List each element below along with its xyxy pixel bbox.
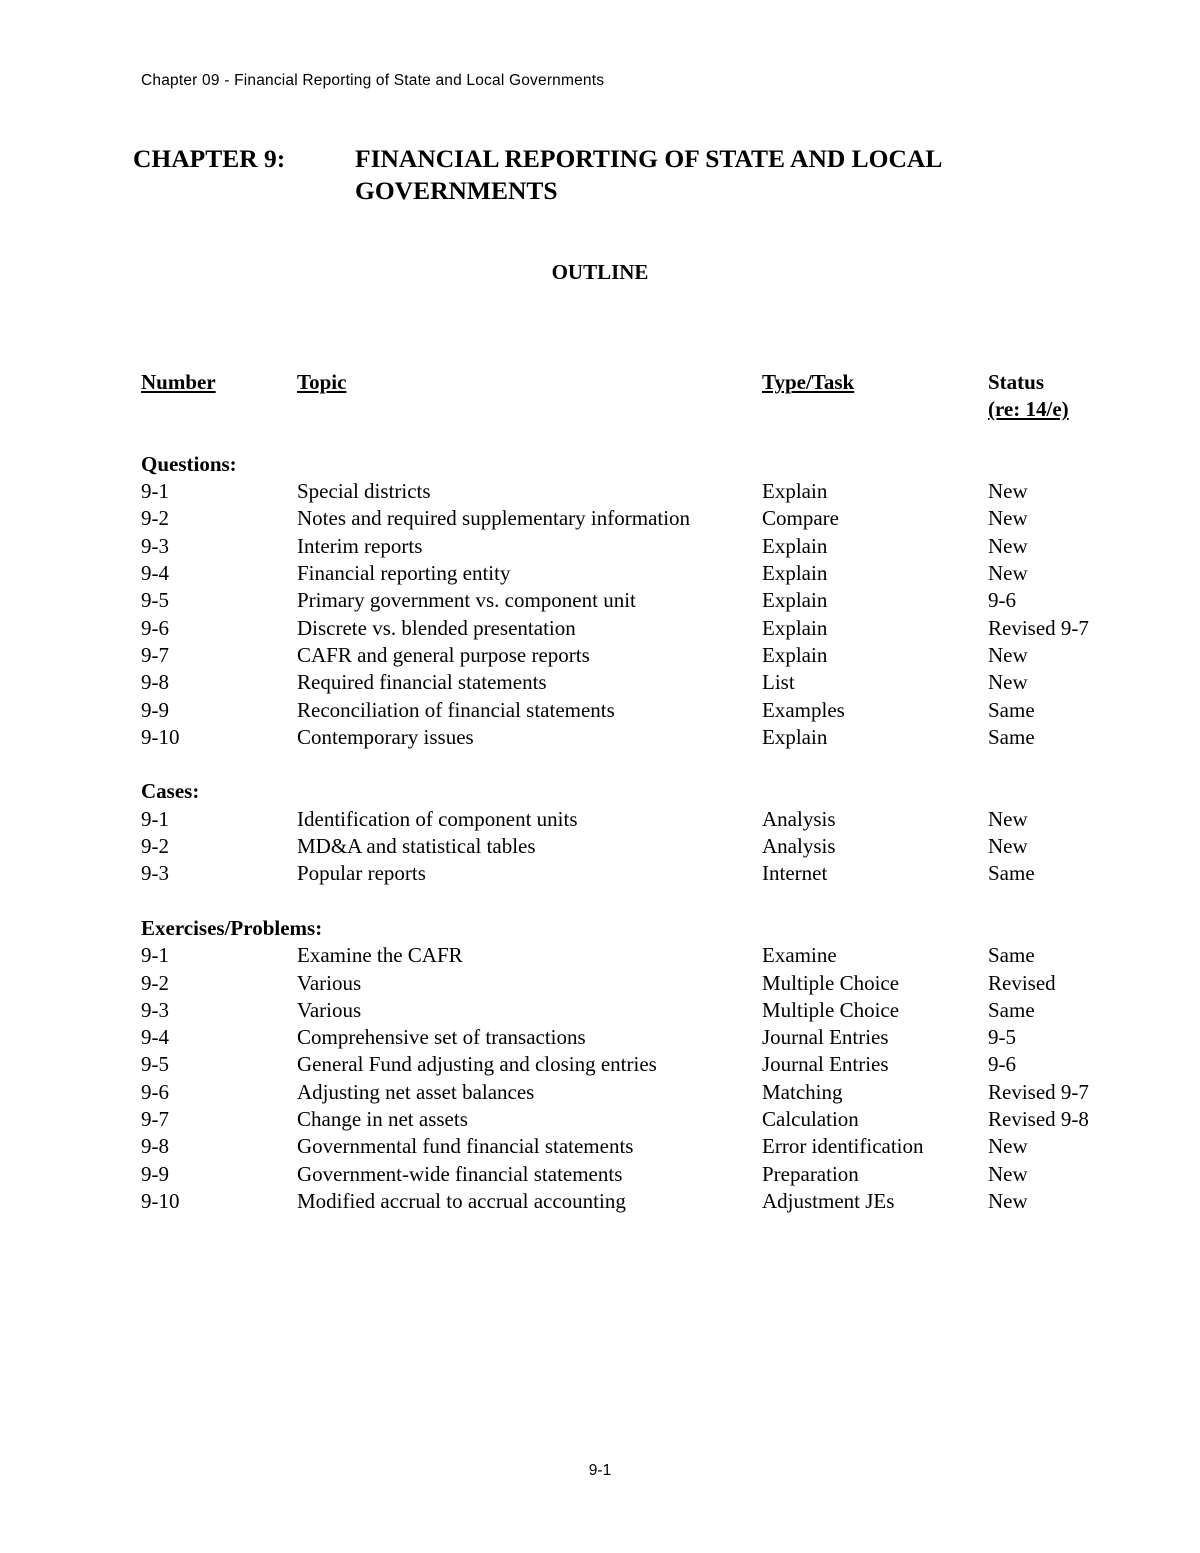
item-number: 9-4 [141, 561, 169, 586]
column-header-number: Number [141, 370, 216, 394]
item-status: Same [988, 724, 1035, 749]
section-title-questions: Questions: [141, 451, 237, 476]
item-status: New [988, 1134, 1028, 1159]
item-topic: Discrete vs. blended presentation [297, 615, 576, 640]
outline-table [141, 369, 1141, 1215]
item-type-task: Multiple Choice [762, 970, 900, 995]
item-status: Same [988, 997, 1035, 1022]
item-number: 9-1 [141, 806, 169, 831]
item-topic: Identification of component units [297, 806, 578, 831]
item-topic: Examine the CAFR [297, 943, 463, 968]
table-row [141, 833, 1141, 860]
item-topic: Interim reports [297, 533, 423, 558]
item-number: 9-6 [141, 1079, 169, 1104]
item-topic: Primary government vs. component unit [297, 588, 636, 613]
item-status: Revised 9-7 [988, 615, 1089, 640]
column-header-status-note: (re: 14/e) [988, 397, 1069, 422]
item-type-task: Explain [762, 561, 828, 586]
item-number: 9-3 [141, 533, 169, 558]
table-row [141, 669, 1141, 696]
item-type-task: Explain [762, 533, 828, 558]
item-topic: Special districts [297, 479, 431, 504]
item-status: Revised 9-8 [988, 1107, 1089, 1132]
outline-heading: OUTLINE [551, 260, 649, 284]
table-row [141, 1024, 1141, 1051]
table-row [141, 505, 1141, 532]
item-number: 9-9 [141, 697, 169, 722]
item-status: New [988, 806, 1028, 831]
item-status: Revised 9-7 [988, 1079, 1089, 1104]
item-number: 9-6 [141, 615, 169, 640]
item-status: New [988, 561, 1028, 586]
item-type-task: Explain [762, 724, 828, 749]
item-topic: Adjusting net asset balances [297, 1079, 535, 1104]
item-number: 9-8 [141, 1134, 169, 1159]
item-type-task: Journal Entries [762, 1025, 889, 1050]
item-number: 9-3 [141, 861, 169, 886]
table-row [141, 533, 1141, 560]
item-status: New [988, 834, 1028, 859]
item-topic: Various [297, 970, 362, 995]
exercises-list [141, 942, 1141, 1215]
item-status: 9-6 [988, 1052, 1016, 1077]
item-number: 9-5 [141, 1052, 169, 1077]
item-status: 9-5 [988, 1025, 1016, 1050]
item-type-task: Multiple Choice [762, 997, 900, 1022]
item-type-task: Examine [762, 943, 837, 968]
item-type-task: Explain [762, 615, 828, 640]
item-type-task: List [762, 670, 795, 695]
table-row [141, 942, 1141, 969]
item-topic: Modified accrual to accrual accounting [297, 1188, 626, 1213]
column-header-type-task: Type/Task [762, 370, 855, 394]
item-status: New [988, 479, 1028, 504]
item-status: New [988, 1161, 1028, 1186]
item-topic: Financial reporting entity [297, 561, 511, 586]
item-status: New [988, 642, 1028, 667]
table-row [141, 615, 1141, 642]
item-status: Same [988, 943, 1035, 968]
cases-list [141, 806, 1141, 888]
table-row [141, 1161, 1141, 1188]
item-type-task: Analysis [762, 806, 836, 831]
item-topic: CAFR and general purpose reports [297, 642, 590, 667]
item-number: 9-10 [141, 1188, 180, 1213]
table-row [141, 697, 1141, 724]
item-number: 9-9 [141, 1161, 169, 1186]
item-topic: Popular reports [297, 861, 426, 886]
item-topic: Government-wide financial statements [297, 1161, 623, 1186]
item-topic: MD&A and statistical tables [297, 834, 536, 859]
item-type-task: Explain [762, 642, 828, 667]
table-row [141, 1188, 1141, 1215]
item-number: 9-2 [141, 970, 169, 995]
item-type-task: Internet [762, 861, 828, 886]
table-row [141, 806, 1141, 833]
item-status: 9-6 [988, 588, 1016, 613]
table-header-row-2 [141, 396, 1141, 423]
item-status: Same [988, 697, 1035, 722]
item-number: 9-1 [141, 479, 169, 504]
item-number: 9-3 [141, 997, 169, 1022]
item-type-task: Adjustment JEs [762, 1188, 895, 1213]
column-header-topic: Topic [297, 370, 347, 394]
page-number: 9-1 [588, 1462, 612, 1479]
item-topic: General Fund adjusting and closing entries [297, 1052, 657, 1077]
item-number: 9-5 [141, 588, 169, 613]
item-type-task: Preparation [762, 1161, 859, 1186]
item-topic: Contemporary issues [297, 724, 474, 749]
questions-list [141, 478, 1141, 751]
table-row [141, 970, 1141, 997]
table-row [141, 642, 1141, 669]
table-row [141, 860, 1141, 887]
item-status: Same [988, 861, 1035, 886]
item-topic: Required financial statements [297, 670, 547, 695]
table-row [141, 724, 1141, 751]
chapter-number: CHAPTER 9: [133, 144, 286, 173]
item-topic: Comprehensive set of transactions [297, 1025, 586, 1050]
table-row [141, 997, 1141, 1024]
item-topic: Reconciliation of financial statements [297, 697, 615, 722]
item-type-task: Calculation [762, 1107, 859, 1132]
item-number: 9-1 [141, 943, 169, 968]
item-type-task: Explain [762, 588, 828, 613]
table-row [141, 478, 1141, 505]
table-row [141, 587, 1141, 614]
table-row [141, 1051, 1141, 1078]
item-type-task: Explain [762, 479, 828, 504]
section-title-exercises: Exercises/Problems: [141, 915, 323, 940]
item-number: 9-2 [141, 506, 169, 531]
item-number: 9-4 [141, 1025, 169, 1050]
item-type-task: Journal Entries [762, 1052, 889, 1077]
item-topic: Governmental fund financial statements [297, 1134, 634, 1159]
table-row [141, 560, 1141, 587]
running-header: Chapter 09 - Financial Reporting of State and Local Governments [141, 72, 605, 89]
table-header-row [141, 369, 1141, 396]
item-number: 9-2 [141, 834, 169, 859]
item-type-task: Analysis [762, 834, 836, 859]
item-type-task: Compare [762, 506, 839, 531]
column-header-status: Status [988, 370, 1045, 394]
item-status: New [988, 533, 1028, 558]
item-type-task: Examples [762, 697, 845, 722]
item-type-task: Matching [762, 1079, 843, 1104]
item-number: 9-7 [141, 642, 169, 667]
item-number: 9-8 [141, 670, 169, 695]
item-status: New [988, 670, 1028, 695]
chapter-name: FINANCIAL REPORTING OF STATE AND LOCAL GOVERNMENTS [355, 144, 941, 205]
table-row [141, 1133, 1141, 1160]
item-topic: Notes and required supplementary information [297, 506, 691, 531]
section-title-cases: Cases: [141, 779, 200, 804]
item-status: New [988, 506, 1028, 531]
item-number: 9-7 [141, 1107, 169, 1132]
item-status: Revised [988, 970, 1056, 995]
item-type-task: Error identification [762, 1134, 924, 1159]
item-topic: Change in net assets [297, 1107, 468, 1132]
table-row [141, 1079, 1141, 1106]
item-topic: Various [297, 997, 362, 1022]
table-row [141, 1106, 1141, 1133]
item-status: New [988, 1188, 1028, 1213]
item-number: 9-10 [141, 724, 180, 749]
